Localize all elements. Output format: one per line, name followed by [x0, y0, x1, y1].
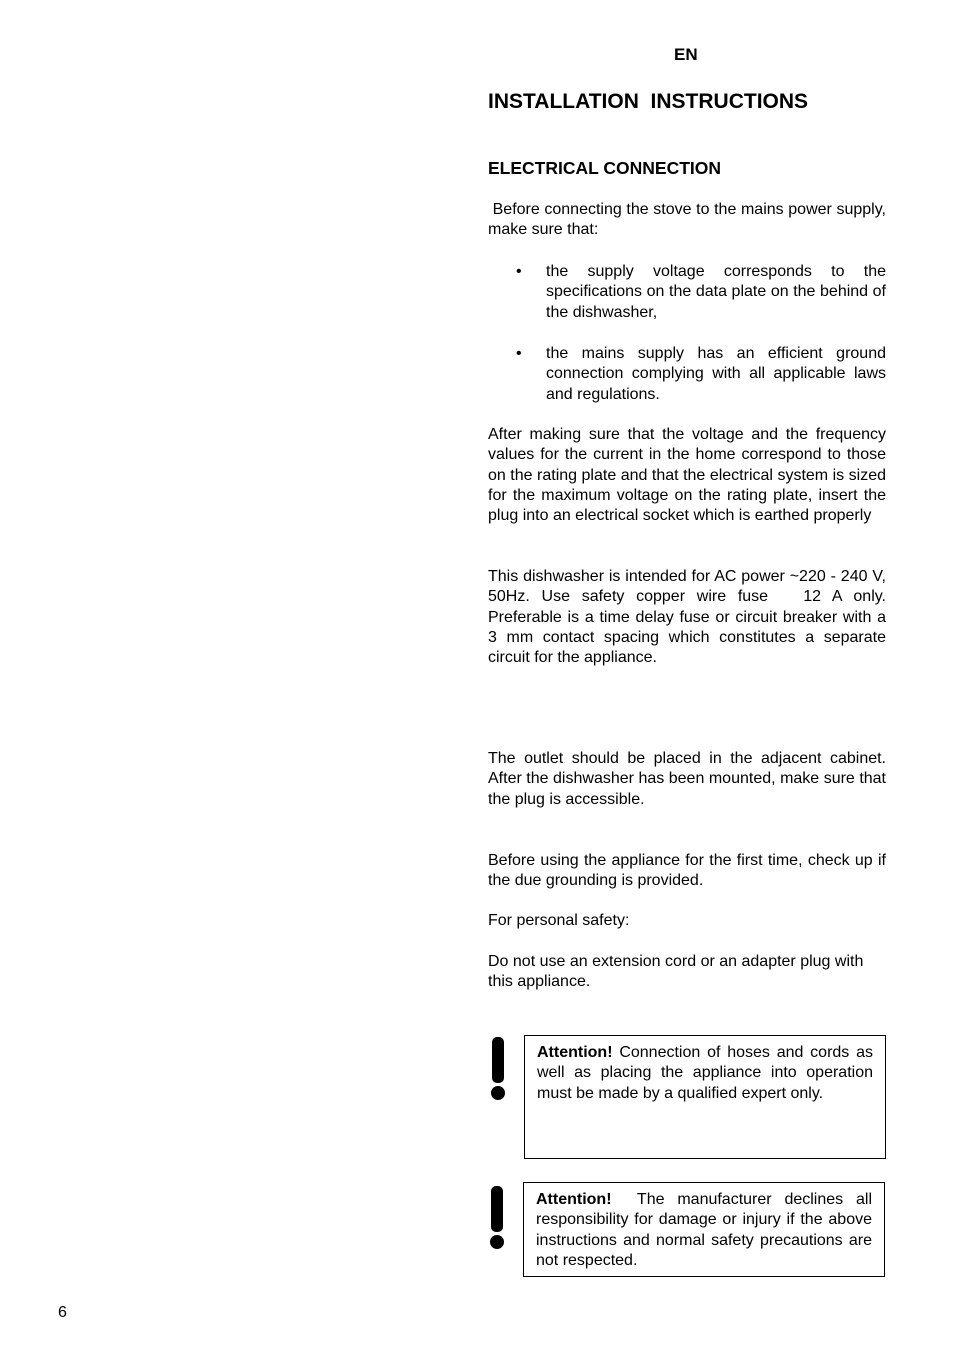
- safety-heading-paragraph: [488, 911, 886, 931]
- attention-label: Attention!: [536, 1191, 612, 1208]
- list-item: [488, 262, 886, 323]
- attention-label: Attention!: [537, 1044, 613, 1061]
- power-spec-paragraph: [488, 567, 891, 668]
- safety-heading-text: For personal safety:: [488, 912, 630, 929]
- page-number: 6: [58, 1304, 67, 1321]
- list-item-text: the mains supply has an efficient ground connection complying with all applicable laws and regulations.: [546, 345, 886, 403]
- list-item-text: the supply voltage corresponds to the specifications on the data plate on the behind of the dishwasher,: [546, 263, 886, 321]
- first-use-paragraph: [488, 851, 886, 892]
- extension-cord-paragraph: [488, 952, 886, 993]
- attention-box-liability: [523, 1182, 885, 1277]
- list-item: [488, 344, 886, 405]
- bullet-icon: •: [516, 263, 522, 280]
- first-use-text: Before using the appliance for the first time, check up if the due grounding is provided.: [488, 852, 886, 890]
- section-heading: ELECTRICAL CONNECTION: [488, 158, 722, 178]
- exclamation-icon: [489, 1186, 505, 1250]
- language-code: EN: [674, 45, 698, 64]
- outlet-text: The outlet should be placed in the adjacent cabinet. After the dishwasher has been mounted, make sure that the plug is accessible.: [488, 750, 886, 808]
- exclamation-icon: [490, 1037, 506, 1101]
- extension-cord-text: Do not use an extension cord or an adapter plug with this appliance.: [488, 953, 864, 991]
- intro-text: Before connecting the stove to the mains power supply, make sure that:: [488, 201, 891, 239]
- voltage-check-paragraph: [488, 425, 886, 526]
- attention-box-qualified-expert: [524, 1035, 886, 1159]
- bullet-icon: •: [516, 345, 522, 362]
- voltage-check-text: After making sure that the voltage and the frequency values for the current in the home correspond to those on the rating plate and that the electrical system is sized for the maximum voltage on the rating plate, insert the plug into an electrical socket which is earthed properly: [488, 426, 886, 525]
- page-title: INSTALLATION INSTRUCTIONS: [488, 90, 809, 113]
- power-spec-text: This dishwasher is intended for AC power ~220 - 240 V, 50Hz. Use safety copper wire fuse 12 A only. Preferable is a time delay fuse or circuit breaker with a 3 mm contact spacing which constitutes a separate circuit for the appliance.: [488, 568, 891, 667]
- outlet-paragraph: [488, 749, 886, 810]
- attention-text: Connection of hoses and cords as well as placing the appliance into operation must be made by a qualified expert only.: [537, 1044, 878, 1102]
- intro-paragraph: [488, 200, 891, 241]
- attention-text: The manufacturer declines all responsibility for damage or injury if the above instructions and normal safety precautions are not respected.: [536, 1191, 877, 1269]
